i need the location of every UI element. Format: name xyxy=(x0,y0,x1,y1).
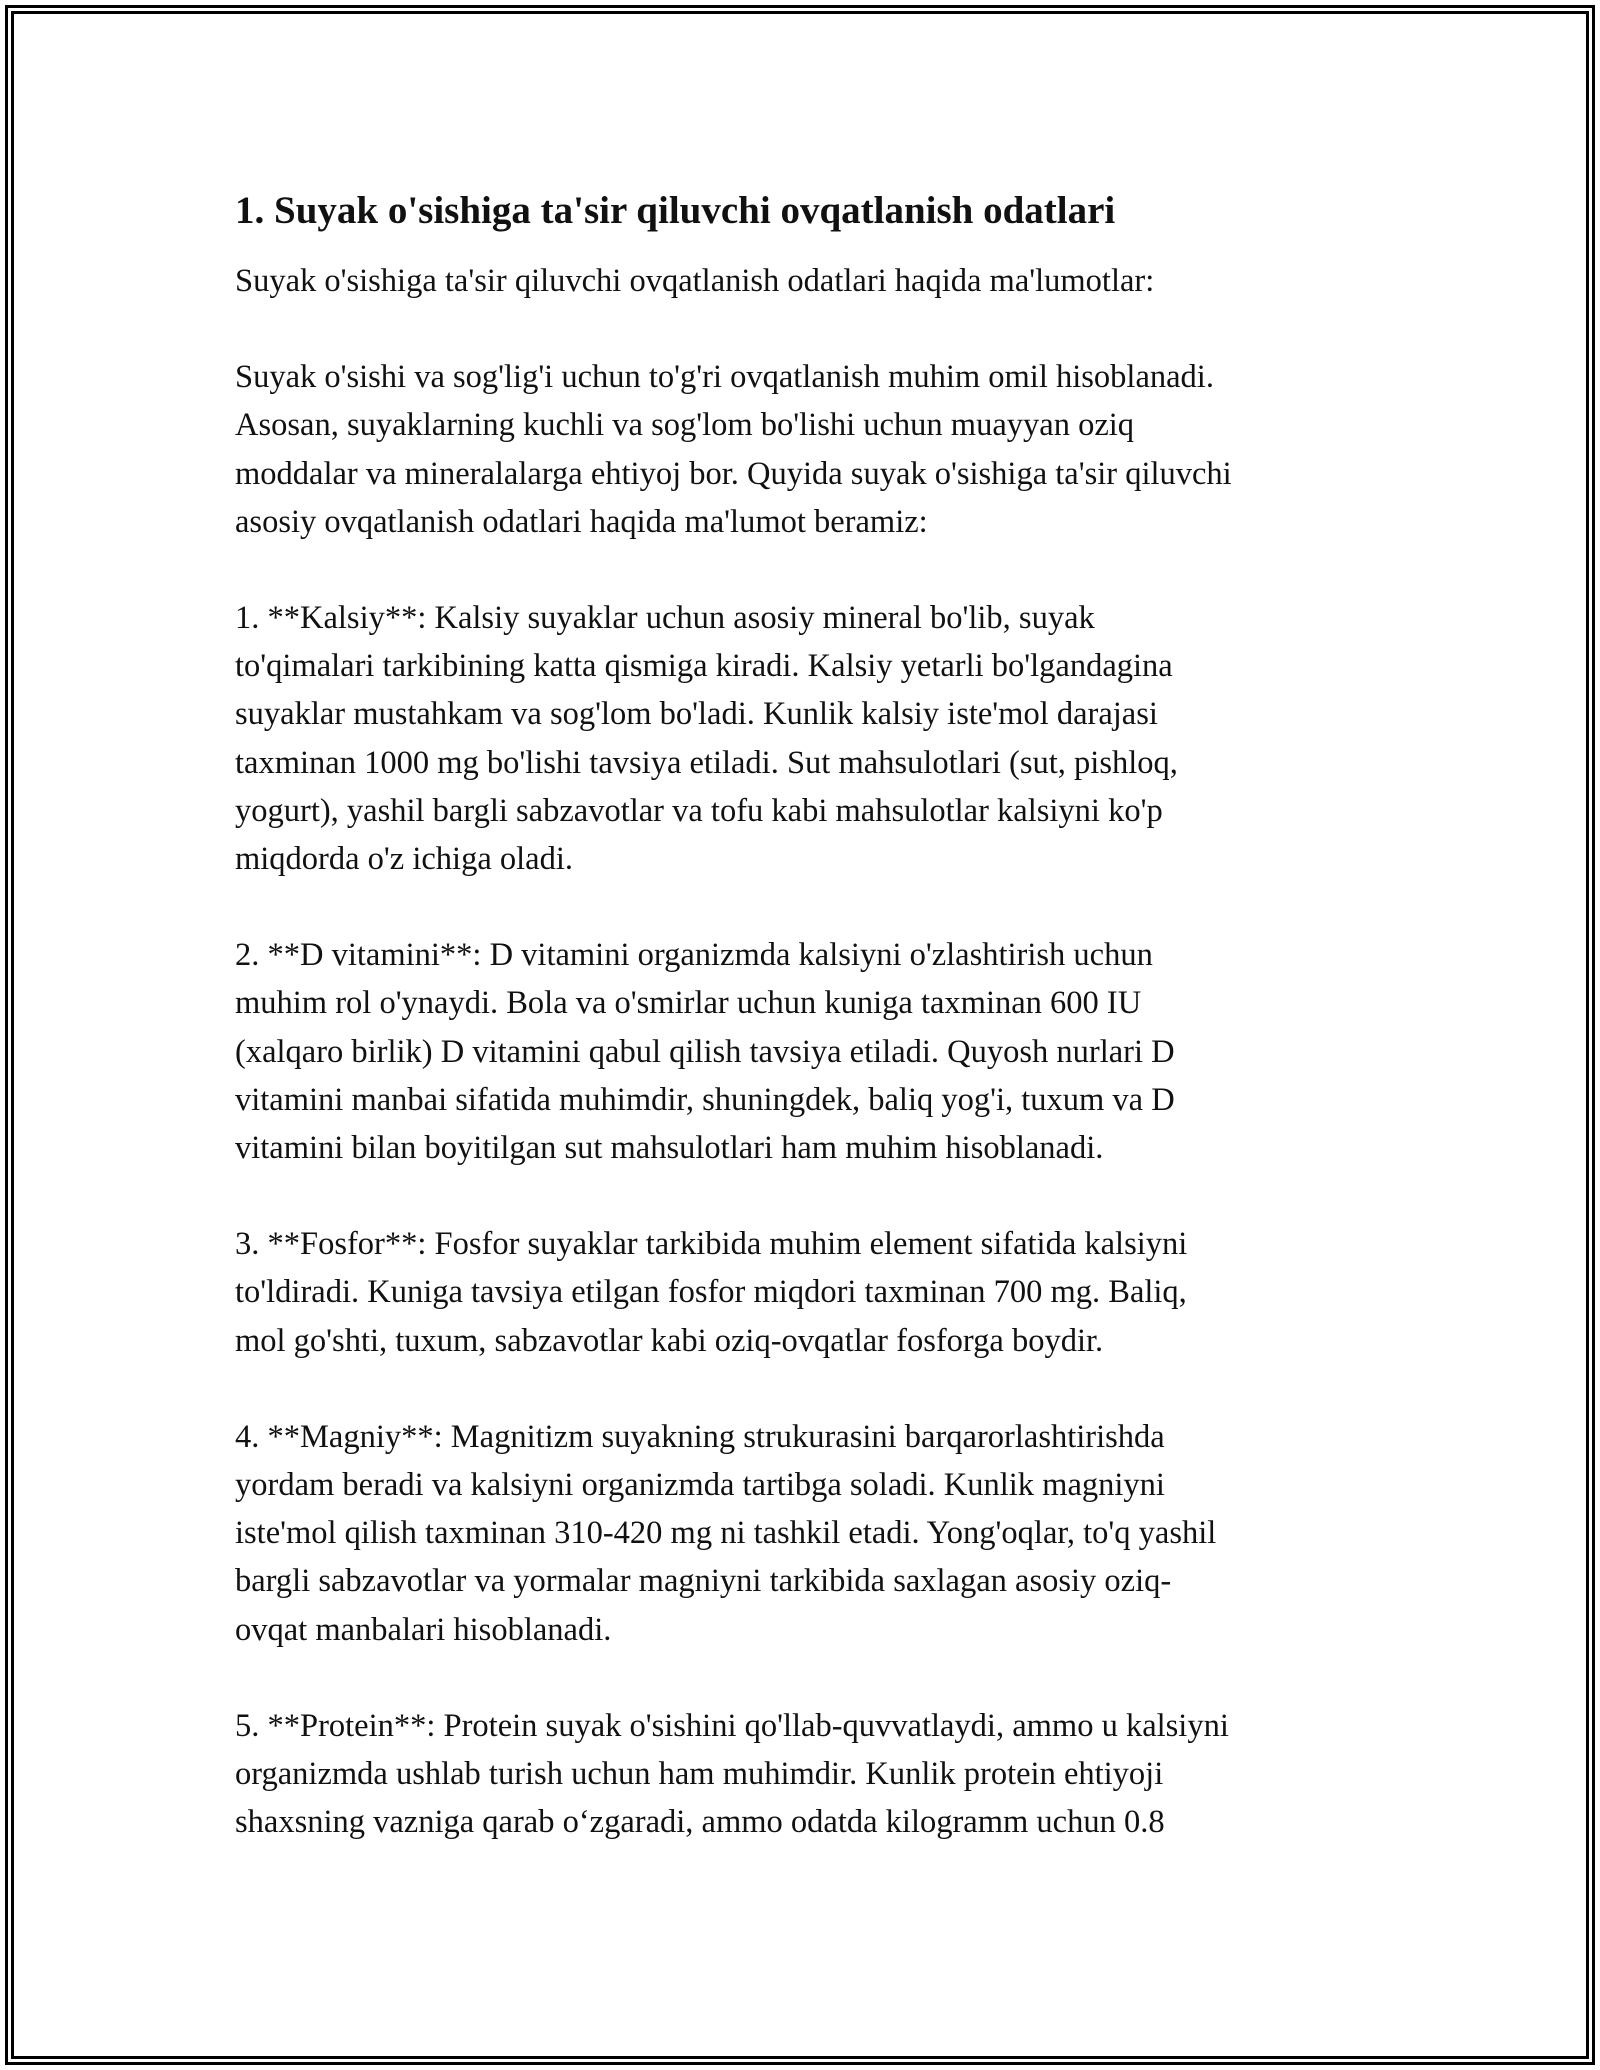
list-item-d-vitamini: 2. **D vitamini**: D vitamini organizmda kalsiyni o'zlashtirish uchun muhim rol o'ynaydi. Bola va o'smirlar uchun kuniga taxminan 600 IU (xalqaro birlik) D vitamini qabul qilish tavsiya etiladi. Quyosh nurlari D vitamini manbai sifatida muhimdir, shuningdek, baliq yog'i, tuxum va D vitamini bilan boyitilgan sut mahsulotlari ham muhim hisoblanadi. xyxy=(235,937,1175,1167)
list-item-protein: 5. **Protein**: Protein suyak o'sishini qo'llab-quvvatlaydi, ammo u kalsiyni organizmda ushlab turish uchun ham muhimdir. Kunlik protein ehtiyoji shaxsning vazniga qarab o‘zgaradi, ammo odatda kilogramm uchun 0.8 xyxy=(235,1707,1229,1841)
list-item-fosfor: 3. **Fosfor**: Fosfor suyaklar tarkibida muhim element sifatida kalsiyni to'ldiradi. Kuniga tavsiya etilgan fosfor miqdori taxminan 700 mg. Baliq, mol go'shti, tuxum, sabzavotlar kabi oziq-ovqatlar fosforga boydir. xyxy=(235,1226,1188,1359)
section-title: 1. Suyak o'sishiga ta'sir qiluvchi ovqatlanish odatlari xyxy=(235,189,1116,232)
document-body xyxy=(235,185,1375,1846)
list-item-kalsiy: 1. **Kalsiy**: Kalsiy suyaklar uchun asosiy mineral bo'lib, suyak to'qimalari tarkibining katta qismiga kiradi. Kalsiy yetarli bo'lgandagina suyaklar mustahkam va sog'lom bo'ladi. Kunlik kalsiy iste'mol darajasi taxminan 1000 mg bo'lishi tavsiya etiladi. Sut mahsulotlari (sut, pishloq, yogurt), yashil bargli sabzavotlar va tofu kabi mahsulotlar kalsiyni ko'p miqdorda o'z ichiga oladi. xyxy=(235,600,1178,878)
list-item-magniy: 4. **Magniy**: Magnitizm suyakning strukurasini barqarorlashtirishda yordam beradi va kalsiyni organizmda tartibga soladi. Kunlik magniyni iste'mol qilish taxminan 310-420 mg ni tashkil etadi. Yong'oqlar, to'q yashil bargli sabzavotlar va yormalar magniyni tarkibida saxlagan asosiy oziq- ovqat manbalari hisoblanadi. xyxy=(235,1418,1217,1648)
overview-paragraph: Suyak o'sishi va sog'lig'i uchun to'g'ri ovqatlanish muhim omil hisoblanadi. Asosan, suyaklarning kuchli va sog'lom bo'lishi uchun muayyan oziq moddalar va mineralalarga ehtiyoj bor. Quyida suyak o'sishiga ta'sir qiluvchi asosiy ovqatlanish odatlari haqida ma'lumot beramiz: xyxy=(235,359,1232,540)
intro-paragraph: Suyak o'sishiga ta'sir qiluvchi ovqatlanish odatlari haqida ma'lumotlar: xyxy=(235,263,1155,299)
